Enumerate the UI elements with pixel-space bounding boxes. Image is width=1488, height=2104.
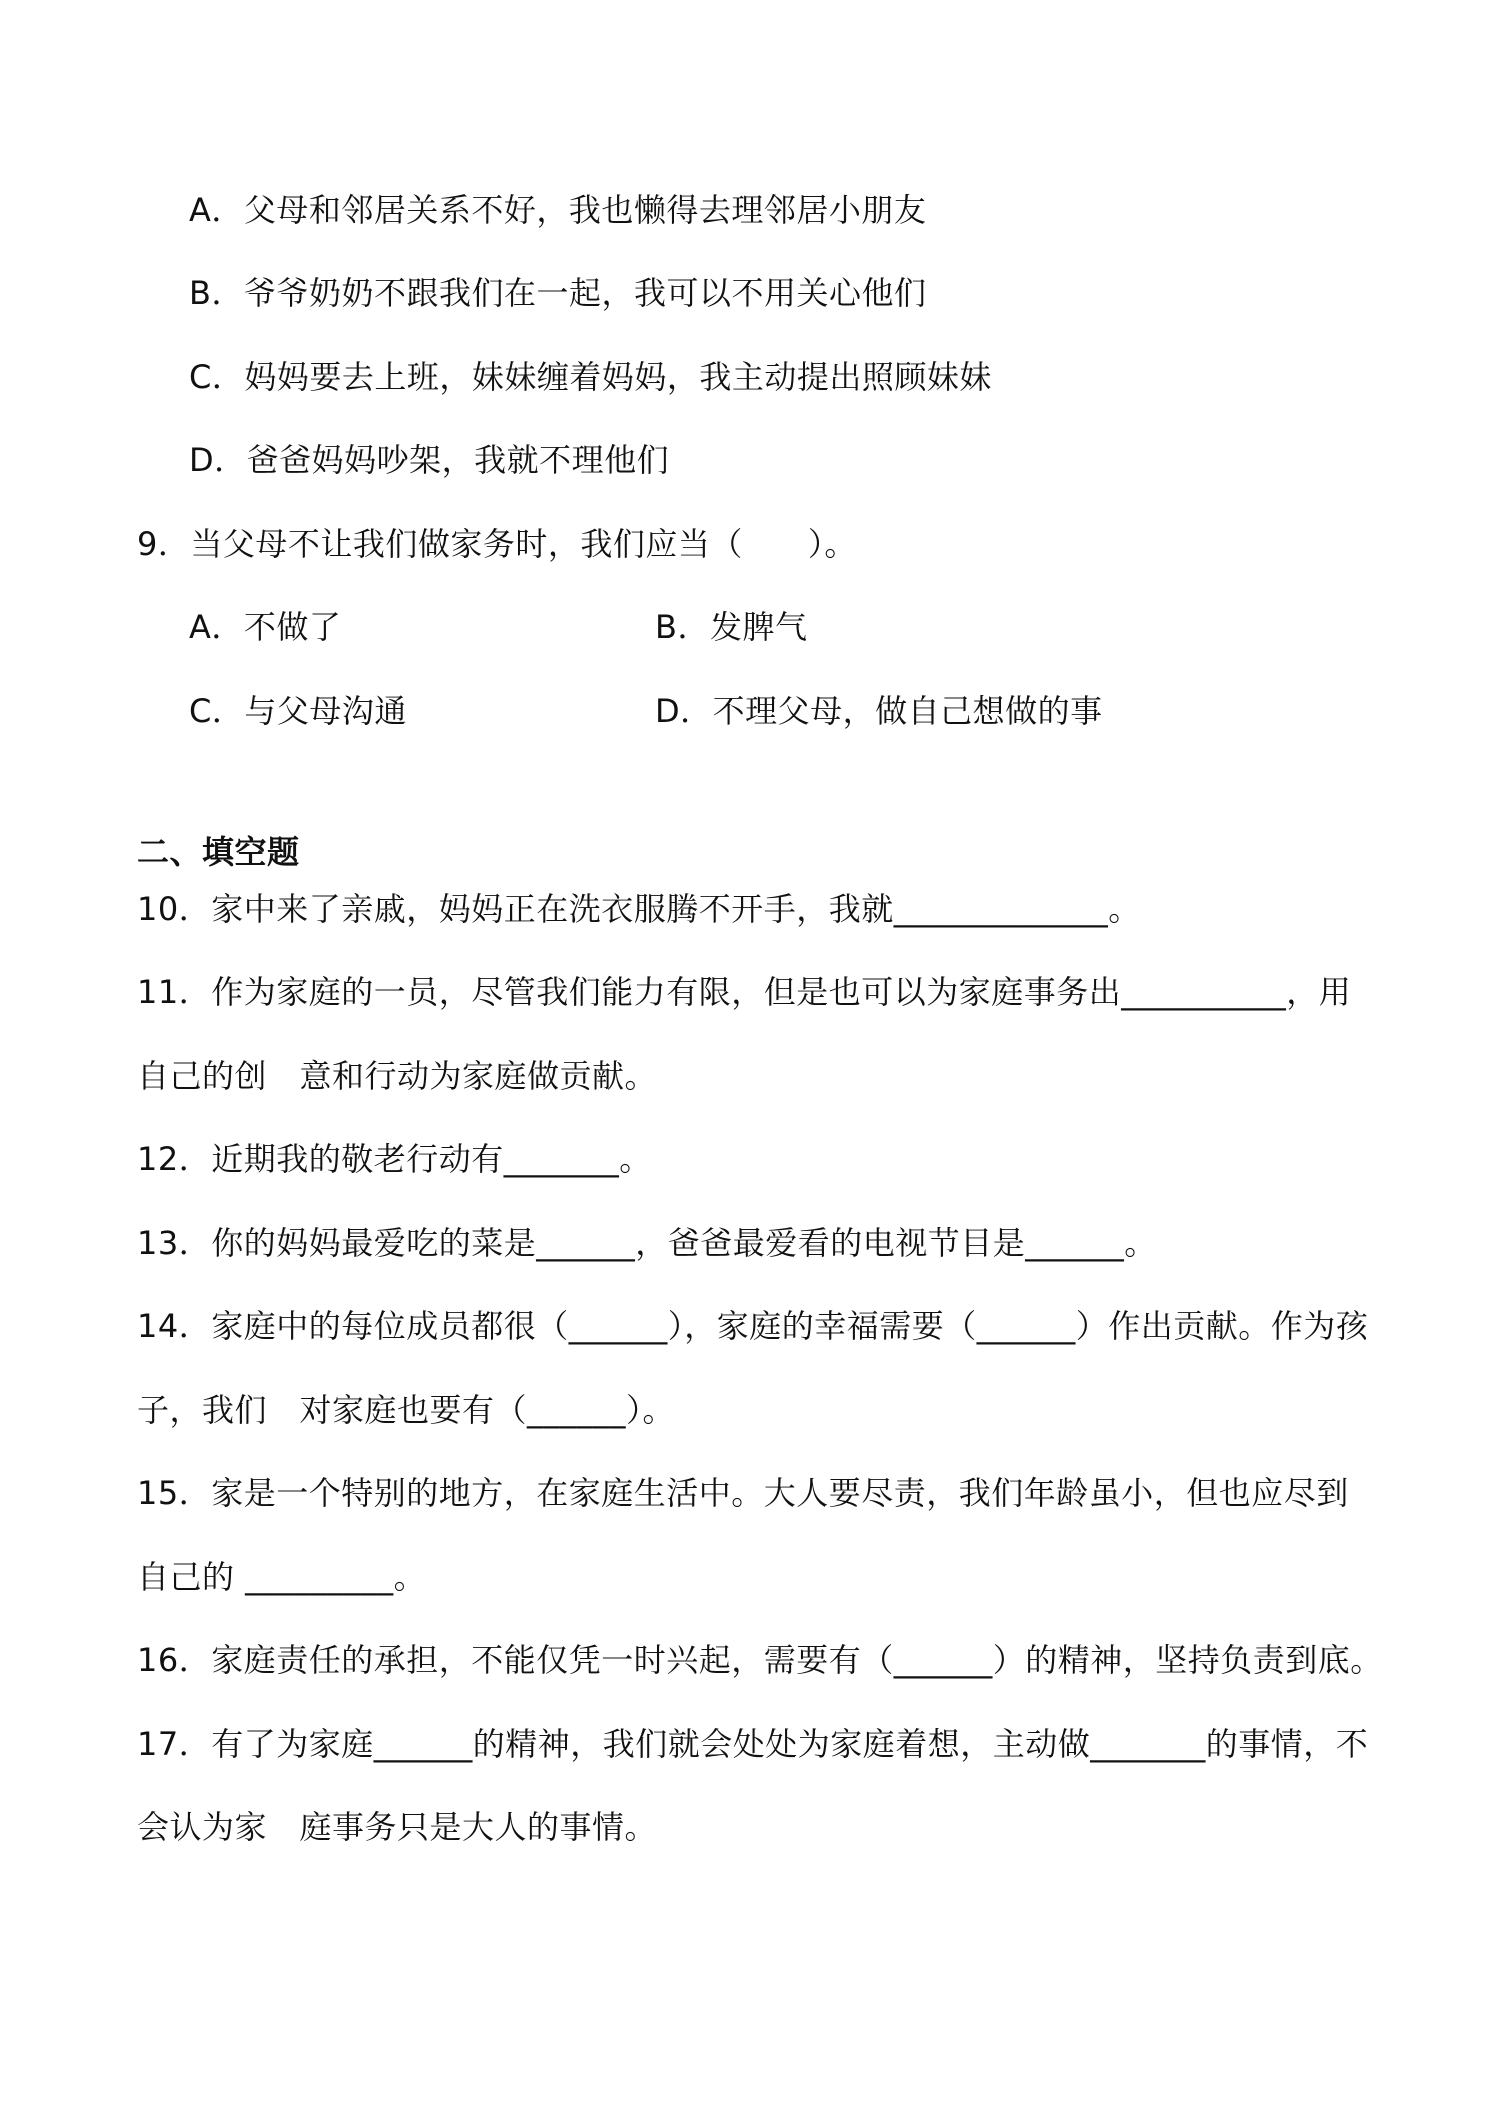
q8-option-a: A．父母和邻居关系不好，我也懒得去理邻居小朋友 [189,191,927,229]
q15-line2: 自己的 _________。 [137,1558,427,1596]
q11-line2: 自己的创 意和行动为家庭做贡献。 [137,1057,658,1095]
q12: 12．近期我的敬老行动有_______。 [137,1140,652,1178]
q17-line2: 会认为家 庭事务只是大人的事情。 [137,1808,658,1846]
section-heading: 二、填空题 [137,833,300,871]
q9-option-a: A．不做了 [189,608,342,646]
q14-line2: 子，我们 对家庭也要有（______）。 [137,1391,676,1429]
q9-stem: 9．当父母不让我们做家务时，我们应当（ ）。 [137,525,857,563]
q15-line1: 15．家是一个特别的地方，在家庭生活中。大人要尽责，我们年龄虽小，但也应尽到 [137,1474,1349,1512]
q17-line1: 17．有了为家庭______的精神，我们就会处处为家庭着想，主动做_______的事情，不 [137,1725,1369,1763]
q8-option-b: B．爷爷奶奶不跟我们在一起，我可以不用关心他们 [189,274,927,312]
q9-option-c: C．与父母沟通 [189,692,407,730]
q16: 16．家庭责任的承担，不能仅凭一时兴起，需要有（______）的精神，坚持负责到底。 [137,1641,1383,1679]
q8-option-c: C．妈妈要去上班，妹妹缠着妈妈，我主动提出照顾妹妹 [189,358,992,396]
q9-option-b: B．发脾气 [655,608,808,646]
q10: 10．家中来了亲戚，妈妈正在洗衣服腾不开手，我就_____________。 [137,890,1141,928]
q9-option-d: D．不理父母，做自己想做的事 [655,692,1103,730]
q8-option-d: D．爸爸妈妈吵架，我就不理他们 [189,441,670,479]
q13: 13．你的妈妈最爱吃的菜是______，爸爸最爱看的电视节目是______。 [137,1224,1157,1262]
q11-line1: 11．作为家庭的一员，尽管我们能力有限，但是也可以为家庭事务出__________，用 [137,973,1352,1011]
q14-line1: 14．家庭中的每位成员都很（______），家庭的幸福需要（______）作出贡献。作为孩 [137,1307,1369,1345]
